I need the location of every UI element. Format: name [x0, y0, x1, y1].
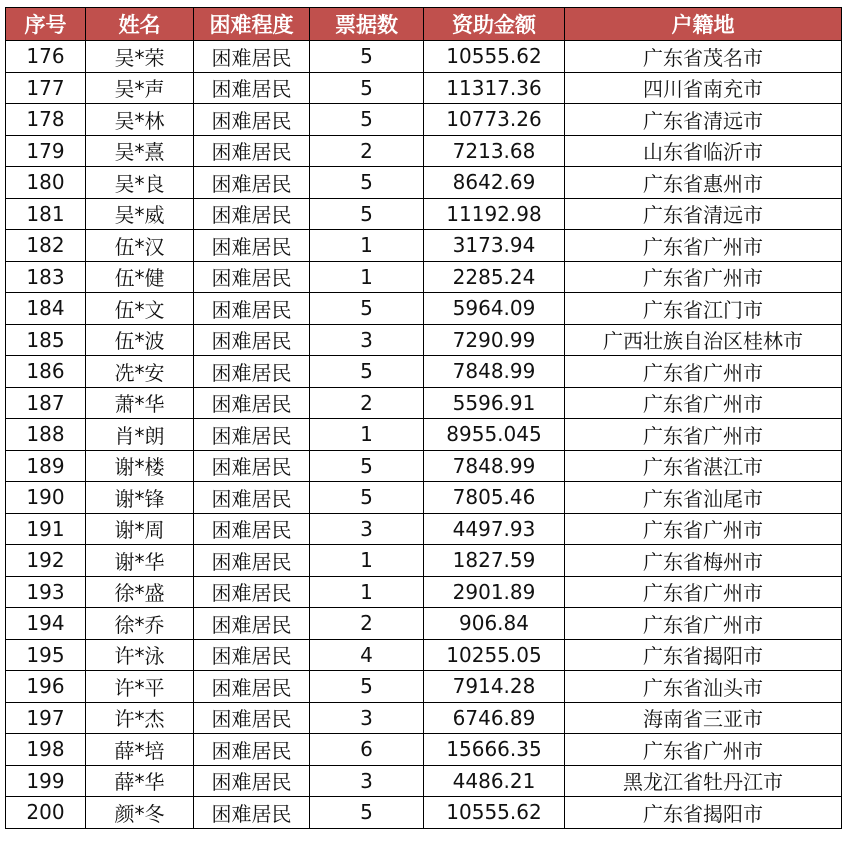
serial-number-cell: 180	[6, 167, 86, 199]
hardship-level-cell: 困难居民	[194, 671, 310, 703]
household-registration-cell: 广东省广州市	[565, 608, 842, 640]
header-serial-number: 序号	[6, 8, 86, 41]
name-cell: 许*平	[86, 671, 194, 703]
aid-amount-cell: 5596.91	[424, 387, 565, 419]
household-registration-cell: 广东省广州市	[565, 576, 842, 608]
receipt-count-cell: 6	[310, 734, 424, 766]
serial-number-cell: 179	[6, 135, 86, 167]
aid-amount-cell: 4497.93	[424, 513, 565, 545]
name-cell: 谢*华	[86, 545, 194, 577]
hardship-level-cell: 困难居民	[194, 734, 310, 766]
aid-amount-cell: 8642.69	[424, 167, 565, 199]
receipt-count-cell: 2	[310, 135, 424, 167]
serial-number-cell: 192	[6, 545, 86, 577]
household-registration-cell: 广东省清远市	[565, 104, 842, 136]
household-registration-cell: 广东省广州市	[565, 387, 842, 419]
table-row	[6, 639, 842, 671]
table-row	[6, 513, 842, 545]
serial-number-cell: 187	[6, 387, 86, 419]
name-cell: 许*泳	[86, 639, 194, 671]
aid-amount-cell: 10255.05	[424, 639, 565, 671]
table-row	[6, 72, 842, 104]
household-registration-cell: 广西壮族自治区桂林市	[565, 324, 842, 356]
hardship-level-cell: 困难居民	[194, 72, 310, 104]
aid-amount-cell: 10773.26	[424, 104, 565, 136]
receipt-count-cell: 5	[310, 671, 424, 703]
aid-recipients-table	[5, 7, 842, 829]
household-registration-cell: 海南省三亚市	[565, 702, 842, 734]
serial-number-cell: 186	[6, 356, 86, 388]
table-row	[6, 545, 842, 577]
aid-amount-cell: 11192.98	[424, 198, 565, 230]
hardship-level-cell: 困难居民	[194, 167, 310, 199]
hardship-level-cell: 困难居民	[194, 419, 310, 451]
receipt-count-cell: 2	[310, 608, 424, 640]
receipt-count-cell: 1	[310, 545, 424, 577]
table-row	[6, 702, 842, 734]
household-registration-cell: 四川省南充市	[565, 72, 842, 104]
receipt-count-cell: 5	[310, 356, 424, 388]
receipt-count-cell: 5	[310, 198, 424, 230]
table-row	[6, 324, 842, 356]
table-header-row	[6, 8, 842, 41]
name-cell: 吴*熹	[86, 135, 194, 167]
table-row	[6, 293, 842, 325]
hardship-level-cell: 困难居民	[194, 702, 310, 734]
household-registration-cell: 广东省茂名市	[565, 41, 842, 73]
receipt-count-cell: 3	[310, 702, 424, 734]
receipt-count-cell: 1	[310, 261, 424, 293]
serial-number-cell: 195	[6, 639, 86, 671]
serial-number-cell: 191	[6, 513, 86, 545]
hardship-level-cell: 困难居民	[194, 261, 310, 293]
table-row	[6, 765, 842, 797]
serial-number-cell: 193	[6, 576, 86, 608]
serial-number-cell: 181	[6, 198, 86, 230]
household-registration-cell: 广东省广州市	[565, 261, 842, 293]
hardship-level-cell: 困难居民	[194, 324, 310, 356]
aid-amount-cell: 15666.35	[424, 734, 565, 766]
aid-amount-cell: 5964.09	[424, 293, 565, 325]
header-aid-amount: 资助金额	[424, 8, 565, 41]
household-registration-cell: 山东省临沂市	[565, 135, 842, 167]
serial-number-cell: 184	[6, 293, 86, 325]
serial-number-cell: 199	[6, 765, 86, 797]
hardship-level-cell: 困难居民	[194, 387, 310, 419]
household-registration-cell: 广东省广州市	[565, 230, 842, 262]
name-cell: 吴*林	[86, 104, 194, 136]
receipt-count-cell: 3	[310, 765, 424, 797]
name-cell: 吴*声	[86, 72, 194, 104]
aid-amount-cell: 6746.89	[424, 702, 565, 734]
header-hardship-level: 困难程度	[194, 8, 310, 41]
table-row	[6, 230, 842, 262]
table-row	[6, 41, 842, 73]
aid-amount-cell: 10555.62	[424, 41, 565, 73]
receipt-count-cell: 3	[310, 513, 424, 545]
name-cell: 吴*荣	[86, 41, 194, 73]
table-row	[6, 450, 842, 482]
table-row	[6, 419, 842, 451]
table-row	[6, 576, 842, 608]
hardship-level-cell: 困难居民	[194, 230, 310, 262]
receipt-count-cell: 5	[310, 167, 424, 199]
aid-amount-cell: 1827.59	[424, 545, 565, 577]
name-cell: 谢*周	[86, 513, 194, 545]
household-registration-cell: 广东省梅州市	[565, 545, 842, 577]
household-registration-cell: 黑龙江省牡丹江市	[565, 765, 842, 797]
household-registration-cell: 广东省揭阳市	[565, 797, 842, 829]
table-row	[6, 734, 842, 766]
household-registration-cell: 广东省清远市	[565, 198, 842, 230]
hardship-level-cell: 困难居民	[194, 41, 310, 73]
receipt-count-cell: 5	[310, 293, 424, 325]
serial-number-cell: 200	[6, 797, 86, 829]
name-cell: 薛*培	[86, 734, 194, 766]
name-cell: 许*杰	[86, 702, 194, 734]
receipt-count-cell: 5	[310, 450, 424, 482]
hardship-level-cell: 困难居民	[194, 135, 310, 167]
hardship-level-cell: 困难居民	[194, 293, 310, 325]
table-row	[6, 797, 842, 829]
household-registration-cell: 广东省汕尾市	[565, 482, 842, 514]
header-receipt-count: 票据数	[310, 8, 424, 41]
serial-number-cell: 185	[6, 324, 86, 356]
table-row	[6, 387, 842, 419]
hardship-level-cell: 困难居民	[194, 608, 310, 640]
receipt-count-cell: 5	[310, 482, 424, 514]
aid-amount-cell: 7914.28	[424, 671, 565, 703]
household-registration-cell: 广东省广州市	[565, 734, 842, 766]
name-cell: 薛*华	[86, 765, 194, 797]
serial-number-cell: 197	[6, 702, 86, 734]
name-cell: 徐*乔	[86, 608, 194, 640]
household-registration-cell: 广东省汕头市	[565, 671, 842, 703]
household-registration-cell: 广东省广州市	[565, 419, 842, 451]
table-row	[6, 167, 842, 199]
table-row	[6, 261, 842, 293]
aid-amount-cell: 2285.24	[424, 261, 565, 293]
name-cell: 肖*朗	[86, 419, 194, 451]
serial-number-cell: 190	[6, 482, 86, 514]
hardship-level-cell: 困难居民	[194, 450, 310, 482]
household-registration-cell: 广东省惠州市	[565, 167, 842, 199]
name-cell: 伍*文	[86, 293, 194, 325]
aid-amount-cell: 8955.045	[424, 419, 565, 451]
header-household-registration: 户籍地	[565, 8, 842, 41]
serial-number-cell: 188	[6, 419, 86, 451]
name-cell: 冼*安	[86, 356, 194, 388]
aid-amount-cell: 3173.94	[424, 230, 565, 262]
receipt-count-cell: 5	[310, 72, 424, 104]
name-cell: 谢*锋	[86, 482, 194, 514]
receipt-count-cell: 5	[310, 41, 424, 73]
name-cell: 徐*盛	[86, 576, 194, 608]
receipt-count-cell: 3	[310, 324, 424, 356]
serial-number-cell: 176	[6, 41, 86, 73]
serial-number-cell: 182	[6, 230, 86, 262]
table-row	[6, 671, 842, 703]
serial-number-cell: 177	[6, 72, 86, 104]
receipt-count-cell: 1	[310, 230, 424, 262]
hardship-level-cell: 困难居民	[194, 356, 310, 388]
aid-amount-cell: 4486.21	[424, 765, 565, 797]
household-registration-cell: 广东省江门市	[565, 293, 842, 325]
aid-amount-cell: 7290.99	[424, 324, 565, 356]
hardship-level-cell: 困难居民	[194, 198, 310, 230]
aid-amount-cell: 7213.68	[424, 135, 565, 167]
serial-number-cell: 198	[6, 734, 86, 766]
hardship-level-cell: 困难居民	[194, 104, 310, 136]
aid-amount-cell: 7848.99	[424, 450, 565, 482]
aid-amount-cell: 2901.89	[424, 576, 565, 608]
hardship-level-cell: 困难居民	[194, 513, 310, 545]
table-row	[6, 135, 842, 167]
table-row	[6, 482, 842, 514]
table-row	[6, 608, 842, 640]
hardship-level-cell: 困难居民	[194, 545, 310, 577]
hardship-level-cell: 困难居民	[194, 797, 310, 829]
name-cell: 颜*冬	[86, 797, 194, 829]
household-registration-cell: 广东省揭阳市	[565, 639, 842, 671]
receipt-count-cell: 2	[310, 387, 424, 419]
aid-amount-cell: 7848.99	[424, 356, 565, 388]
hardship-level-cell: 困难居民	[194, 482, 310, 514]
receipt-count-cell: 1	[310, 576, 424, 608]
serial-number-cell: 194	[6, 608, 86, 640]
aid-amount-cell: 7805.46	[424, 482, 565, 514]
hardship-level-cell: 困难居民	[194, 639, 310, 671]
aid-amount-cell: 11317.36	[424, 72, 565, 104]
hardship-level-cell: 困难居民	[194, 765, 310, 797]
name-cell: 伍*汉	[86, 230, 194, 262]
household-registration-cell: 广东省广州市	[565, 513, 842, 545]
name-cell: 吴*良	[86, 167, 194, 199]
serial-number-cell: 178	[6, 104, 86, 136]
serial-number-cell: 189	[6, 450, 86, 482]
household-registration-cell: 广东省湛江市	[565, 450, 842, 482]
header-name: 姓名	[86, 8, 194, 41]
name-cell: 吴*威	[86, 198, 194, 230]
receipt-count-cell: 5	[310, 104, 424, 136]
aid-amount-cell: 906.84	[424, 608, 565, 640]
name-cell: 谢*楼	[86, 450, 194, 482]
hardship-level-cell: 困难居民	[194, 576, 310, 608]
table-body	[6, 41, 842, 829]
table-row	[6, 356, 842, 388]
household-registration-cell: 广东省广州市	[565, 356, 842, 388]
serial-number-cell: 183	[6, 261, 86, 293]
receipt-count-cell: 4	[310, 639, 424, 671]
table-row	[6, 104, 842, 136]
serial-number-cell: 196	[6, 671, 86, 703]
name-cell: 伍*波	[86, 324, 194, 356]
table-row	[6, 198, 842, 230]
name-cell: 伍*健	[86, 261, 194, 293]
name-cell: 萧*华	[86, 387, 194, 419]
receipt-count-cell: 1	[310, 419, 424, 451]
receipt-count-cell: 5	[310, 797, 424, 829]
aid-amount-cell: 10555.62	[424, 797, 565, 829]
